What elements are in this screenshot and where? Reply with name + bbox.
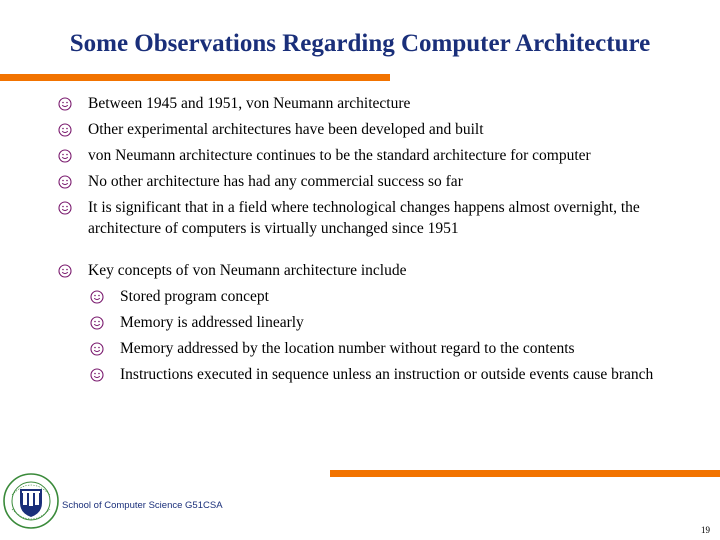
smiley-bullet-icon [90, 367, 104, 381]
bullet-item [58, 93, 698, 114]
smiley-bullet-icon [58, 148, 72, 162]
smiley-bullet-icon [90, 341, 104, 355]
sub-bullet-text: Memory addressed by the location number without regard to the contents [120, 340, 575, 357]
sub-bullet-item [90, 338, 698, 359]
bullet-text: Between 1945 and 1951, von Neumann architecture [88, 95, 411, 112]
footer-text: School of Computer Science G51CSA [62, 500, 223, 511]
sub-bullet-text: Instructions executed in sequence unless an instruction or outside events cause branch [120, 366, 654, 383]
smiley-bullet-icon [58, 174, 72, 188]
sub-bullet-item [90, 312, 698, 333]
bullet-item [58, 171, 698, 192]
title-underline-rule [0, 74, 390, 81]
key-concepts-heading-text: Key concepts of von Neumann architecture include [88, 262, 407, 279]
smiley-bullet-icon [58, 122, 72, 136]
sub-bullet-item [90, 286, 698, 307]
bullet-item [58, 197, 698, 239]
footer-rule [330, 470, 720, 477]
smiley-bullet-icon [58, 263, 72, 277]
bullet-text: It is significant that in a field where technological changes happens almost overnight, the architecture of computers is virtually unchanged since 1951 [88, 199, 640, 237]
bullet-text: von Neumann architecture continues to be the standard architecture for computer [88, 147, 591, 164]
smiley-bullet-icon [90, 289, 104, 303]
bullet-list [58, 93, 698, 390]
key-concepts-heading [58, 260, 698, 281]
page-number: 19 [701, 525, 710, 535]
bullet-text: No other architecture has had any commercial success so far [88, 173, 463, 190]
sub-bullet-item [90, 364, 698, 385]
bullet-item [58, 119, 698, 140]
bullet-text: Other experimental architectures have been developed and built [88, 121, 484, 138]
smiley-bullet-icon [58, 96, 72, 110]
sub-bullet-text: Stored program concept [120, 288, 269, 305]
smiley-bullet-icon [58, 200, 72, 214]
university-crest-icon [2, 465, 60, 537]
sub-bullet-text: Memory is addressed linearly [120, 314, 304, 331]
smiley-bullet-icon [90, 315, 104, 329]
bullet-item [58, 145, 698, 166]
slide-title: Some Observations Regarding Computer Architecture [69, 30, 651, 57]
